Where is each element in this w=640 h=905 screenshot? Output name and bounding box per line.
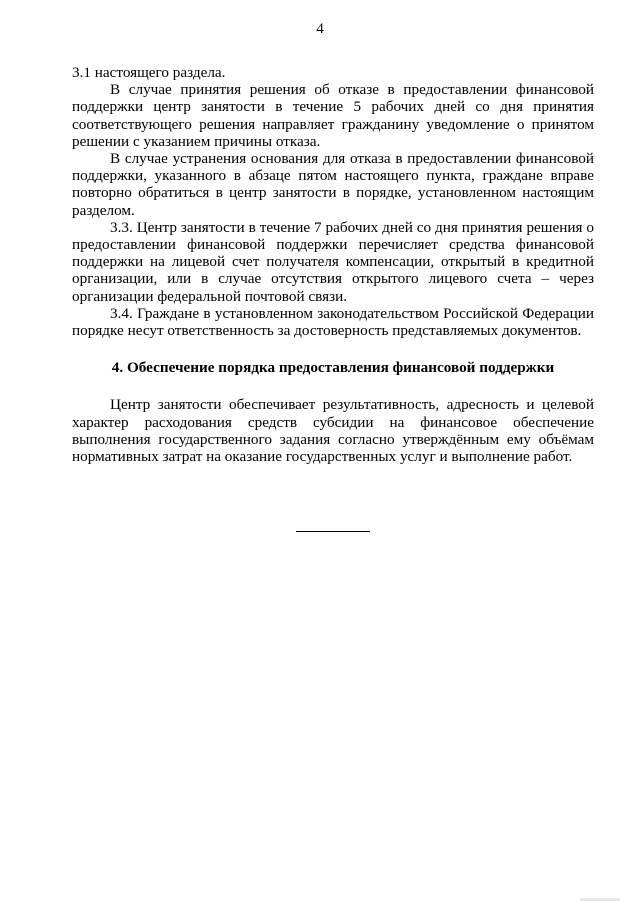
paragraph-section-4: Центр занятости обеспечивает результативность, адресность и целевой характер расходования средств субсидии на финансовое обеспечение выполнения государственного задания согласно утверждённым ему объёмам нормативных затрат на оказание государственных услуг и выполнение работ. [72,396,594,466]
paragraph-continuation: 3.1 настоящего раздела. [72,64,226,81]
document-body [72,64,594,465]
scan-edge-mark [580,898,620,901]
section-heading-4: 4. Обеспечение порядка предоставления финансовой поддержки [111,359,555,377]
paragraph-3-3: 3.3. Центр занятости в течение 7 рабочих дней со дня принятия решения о предоставлении финансовой поддержки перечисляет средства финансовой поддержки на лицевой счет получателя компенсации, открытый в кредитной организации, или в случае отсутствия открытого лицевого счета – через организации федеральной почтовой связи. [72,218,594,305]
paragraph-reapply: В случае устранения основания для отказа в предоставлении финансовой поддержки, указанного в абзаце пятом настоящего пункта, граждане вправе повторно обратиться в центр занятости в порядке, установленном настоящим разделом. [72,150,594,219]
paragraph-3-4: 3.4. Граждане в установленном законодательством Российской Федерации порядке несут ответственность за достоверность представляемых документов. [72,304,594,340]
paragraph-refusal-notice: В случае принятия решения об отказе в предоставлении финансовой поддержки центр занятости в течение 5 рабочих дней со дня принятия соответствующего решения направляет гражданину уведомление о принятом решении с указанием причины отказа. [72,81,594,150]
page-number: 4 [316,20,324,37]
end-divider-line [296,531,370,532]
